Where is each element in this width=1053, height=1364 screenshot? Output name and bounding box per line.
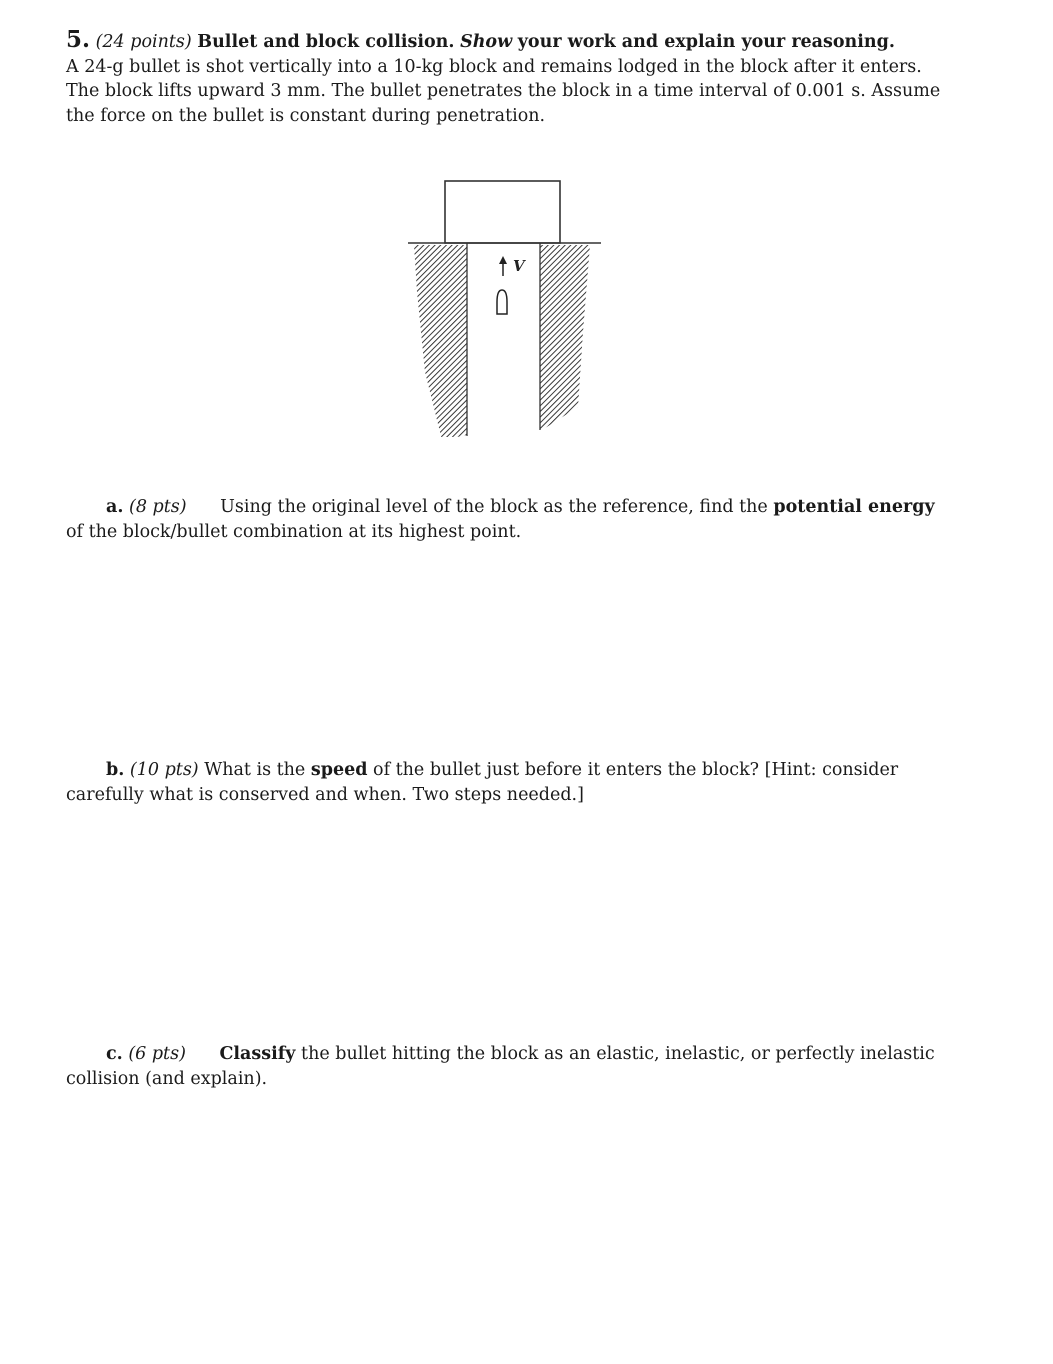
part-c-text-after: the bullet hitting the block as an elastic, inelastic, or perfectly inelastic collision (and explain). <box>66 1044 935 1089</box>
problem-title: Bullet and block collision. <box>197 32 455 52</box>
left-wall-hatching <box>414 245 467 437</box>
velocity-label: V <box>513 257 525 275</box>
part-c <box>66 1042 950 1091</box>
part-c-label: c. <box>106 1044 123 1064</box>
part-b-text-after: of the bullet just before it enters the block? [Hint: consider carefully what is conserved and when. Two steps needed.] <box>66 760 899 805</box>
part-b-bold: speed <box>310 760 368 780</box>
part-a <box>66 495 950 544</box>
part-c-bold: Classify <box>219 1044 296 1064</box>
right-wall-hatching <box>540 245 590 430</box>
part-b <box>66 758 950 807</box>
part-a-points: (8 pts) <box>129 497 187 517</box>
part-a-text-before: Using the original level of the block as the reference, find the <box>220 497 768 517</box>
part-c-points: (6 pts) <box>128 1044 186 1064</box>
part-b-points: (10 pts) <box>129 760 199 780</box>
problem-header <box>66 28 950 128</box>
problem-instruction: your work and explain your reasoning. <box>517 32 895 52</box>
part-a-bold: potential energy <box>773 497 935 517</box>
part-b-label: b. <box>106 760 125 780</box>
block <box>445 181 560 243</box>
problem-number: 5. <box>66 26 91 53</box>
show-emphasis: Show <box>460 32 513 52</box>
velocity-arrow-head <box>499 256 507 264</box>
part-a-text-after: of the block/bullet combination at its highest point. <box>66 521 522 542</box>
bullet <box>497 290 507 314</box>
part-a-label: a. <box>106 497 124 517</box>
bullet-block-diagram <box>400 172 610 437</box>
problem-statement: A 24-g bullet is shot vertically into a 10-kg block and remains lodged in the block after it enters. The block lifts upward 3 mm. The bullet penetrates the block in a time interval of 0.001 s. Assume the force on the bullet is constant during penetration. <box>66 56 941 126</box>
problem-points: (24 points) <box>95 32 192 52</box>
part-b-text-before: What is the <box>204 760 306 780</box>
